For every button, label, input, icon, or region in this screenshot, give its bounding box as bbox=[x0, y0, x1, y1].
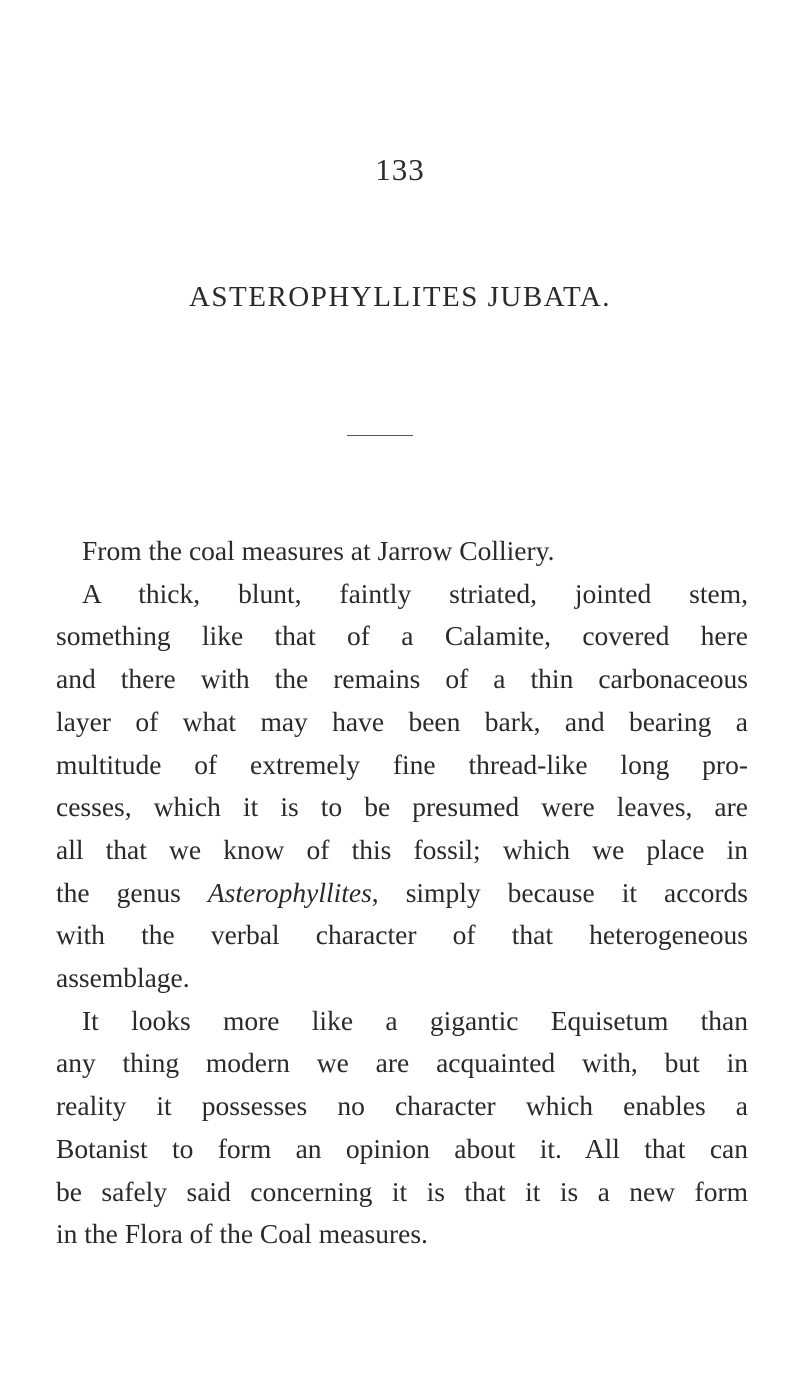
paragraph-2-line-8 bbox=[56, 872, 748, 915]
genus-trail-text: , simply because it accords bbox=[371, 876, 748, 908]
paragraph-2-line-6: cesses, which it is to be presumed were leaves, are bbox=[56, 791, 748, 823]
paragraph-3-line-2: any thing modern we are acquainted with, but in bbox=[56, 1047, 748, 1079]
paragraph-2-line-1: A thick, blunt, faintly striated, jointed stem, bbox=[82, 577, 748, 609]
paragraph-1-line-1: From the coal measures at Jarrow Colliery. bbox=[82, 535, 555, 566]
paragraph-2-line-7: all that we know of this fossil; which we place in bbox=[56, 833, 748, 865]
paragraph-3-line-6: in the Flora of the Coal measures. bbox=[56, 1218, 428, 1250]
genus-name: Asterophyllites bbox=[207, 876, 372, 908]
paragraph-2-line-10: assemblage. bbox=[56, 962, 190, 994]
paragraph-2-line-3: and there with the remains of a thin carbonaceous bbox=[56, 663, 748, 695]
paragraph-2-line-5: multitude of extremely fine thread-like long pro- bbox=[56, 748, 748, 780]
page-number: 133 bbox=[375, 152, 425, 187]
paragraph-2-line-4: layer of what may have been bark, and bearing a bbox=[56, 705, 748, 737]
paragraph-3-line-1: It looks more like a gigantic Equisetum than bbox=[82, 1004, 748, 1036]
paragraph-2-line-2: something like that of a Calamite, covered here bbox=[56, 620, 748, 652]
paragraph-3-line-3: reality it possesses no character which enables a bbox=[56, 1090, 748, 1122]
body-text bbox=[56, 530, 748, 1256]
title-divider bbox=[347, 435, 413, 436]
paragraph-2-line-9: with the verbal character of that heterogeneous bbox=[56, 919, 748, 951]
section-title: ASTEROPHYLLITES JUBATA. bbox=[188, 281, 612, 313]
paragraph-3-line-4: Botanist to form an opinion about it. All that can bbox=[56, 1132, 748, 1164]
paragraph-3-line-5: be safely said concerning it is that it is a new form bbox=[56, 1175, 748, 1207]
genus-lead-text: the genus bbox=[56, 876, 208, 908]
